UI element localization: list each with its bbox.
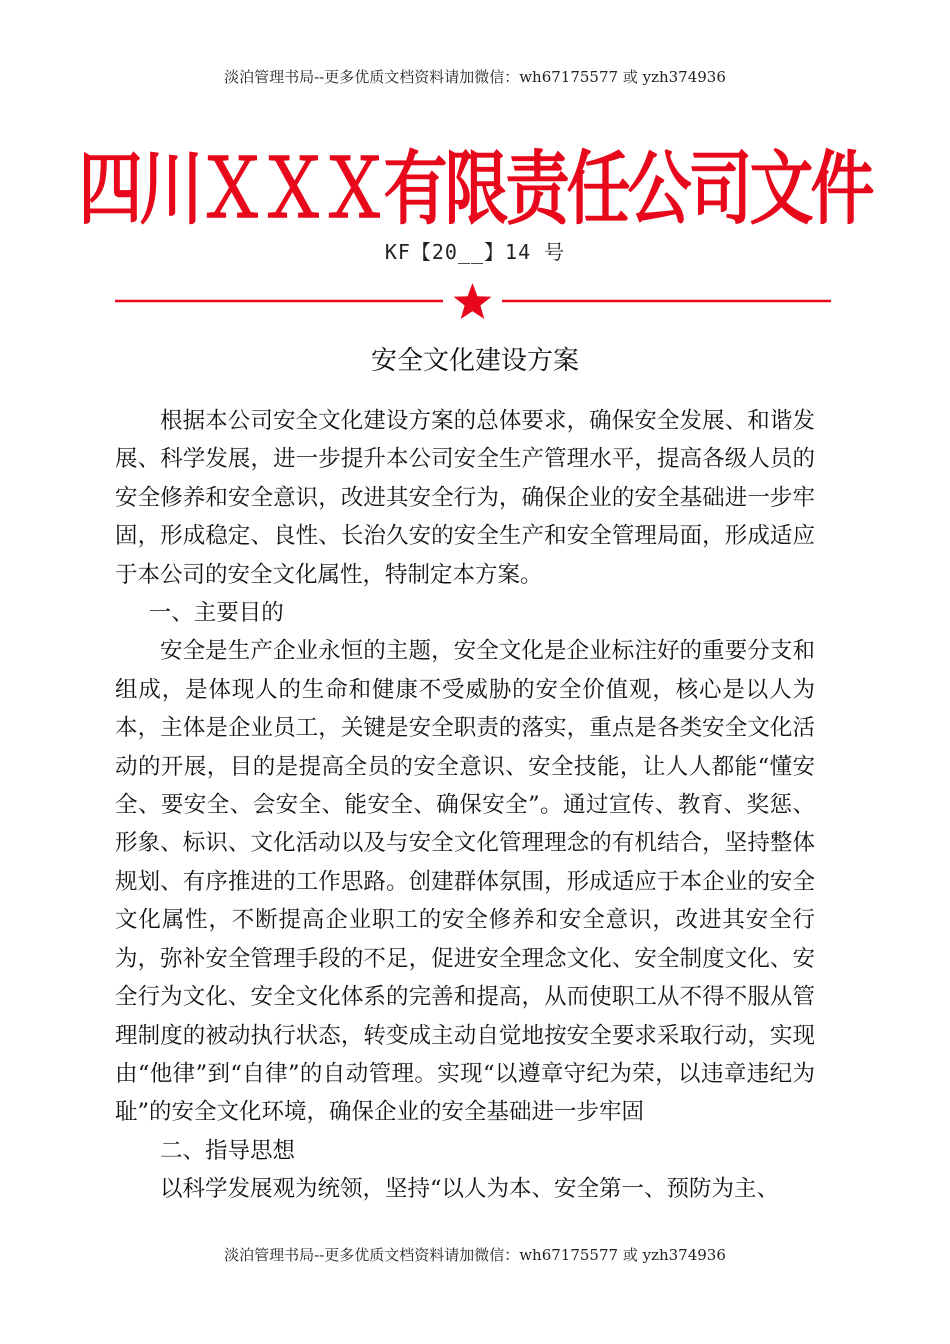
article-title: 安全文化建设方案 [370,346,579,376]
section-heading-guiding-thought: 二、指导思想 [160,1137,296,1164]
document-title: 四川ＸＸＸ有限责任公司文件 [78,143,872,237]
intro-paragraph: 根据本公司安全文化建设方案的总体要求，确保安全发展、和谐发展、科学发展，进一步提升本公司安全生产管理水平，提高各级人员的安全修养和安全意识，改进其安全行为，确保企业的安全基础进一步牢固，形成稳定、良性、长治久安的安全生产和安全管理局面，形成适应于本公司的安全文化属性，特制定本方案。 [115,408,815,588]
title-divider [115,280,831,320]
header-watermark-note: 淡泊管理书局--更多优质文档资料请加微信：wh67175577 或 yzh374936 [224,68,726,86]
red-star-icon [454,283,492,319]
document-number: KF【20__】14 号 [384,240,566,264]
footer-watermark-note: 淡泊管理书局--更多优质文档资料请加微信：wh67175577 或 yzh374936 [224,1246,726,1264]
guiding-thought-paragraph: 以科学发展观为统领，坚持“以人为本、安全第一、预防为主、 [160,1176,780,1203]
body-text [115,402,815,1209]
section-heading-purpose: 一、主要目的 [148,600,284,627]
purpose-paragraph: 安全是生产企业永恒的主题，安全文化是企业标注好的重要分支和组成，是体现人的生命和健康不受威胁的安全价值观，核心是以人为本，主体是企业员工，关键是安全职责的落实，重点是各类安全文化活动的开展，目的是提高全员的安全意识、安全技能，让人人都能“懂安全、要安全、会安全、能安全、确保安全”。通过宣传、教育、奖惩、形象、标识、文化活动以及与安全文化管理理念的有机结合，坚持整体规划、有序推进的工作思路。创建群体氛围，形成适应于本企业的安全文化属性，不断提高企业职工的安全修养和安全意识，改进其安全行为，弥补安全管理手段的不足，促进安全理念文化、安全制度文化、安全行为文化、安全文化体系的完善和提高，从而使职工从不得不服从管理制度的被动执行状态，转变成主动自觉地按安全要求采取行动，实现由“他律”到“自律”的自动管理。实现“以遵章守纪为荣，以违章违纪为耻”的安全文化环境，确保企业的安全基础进一步牢固 [115,638,815,1126]
